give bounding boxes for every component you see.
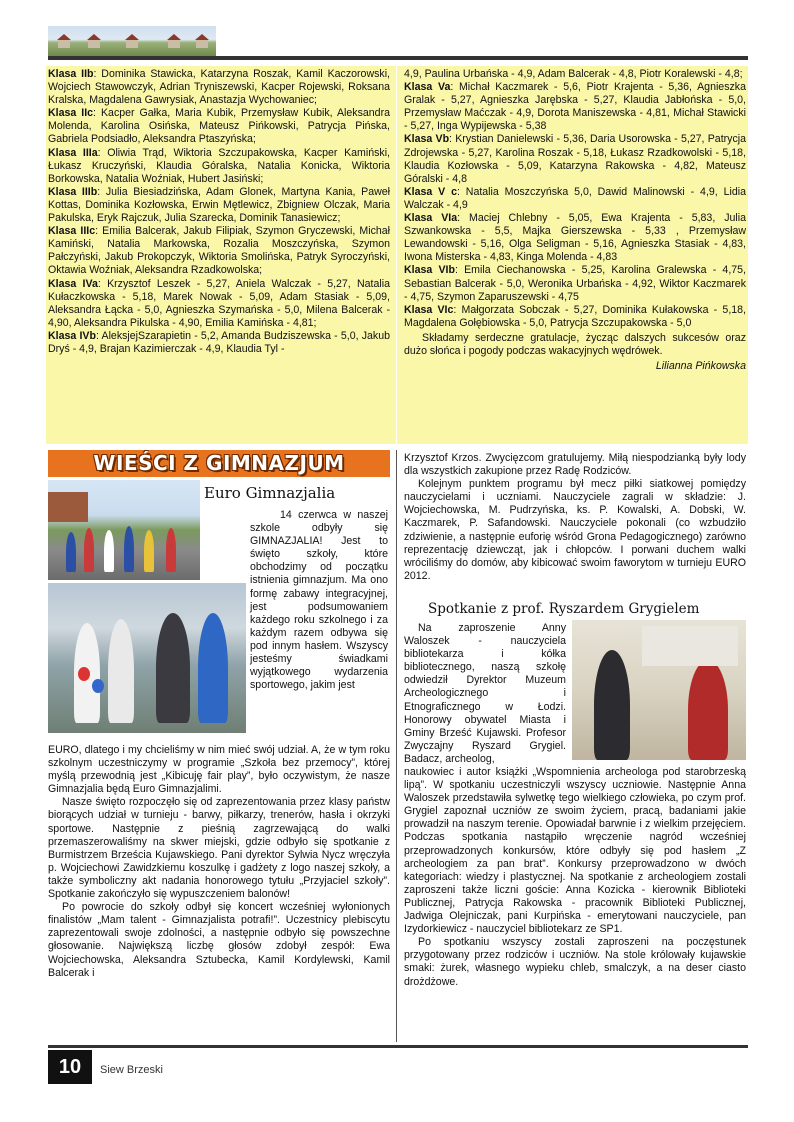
class-label: Klasa IIIc — [48, 225, 96, 238]
parade-photo — [48, 480, 200, 580]
section-banner-title: WIEŚCI Z GIMNAZJUM — [93, 451, 345, 475]
euro-body-left — [48, 744, 390, 980]
euro-article-title: Euro Gimnazjalia — [204, 484, 336, 502]
class-label: Klasa IIIa — [48, 146, 98, 159]
paragraph: Kolejnym punktem programu był mecz piłki siatkowej pomiędzy nauczycielami i uczniami. Nauczyciele zagrali w składzie: J. Wojciechowska, M. Pudrzyńska, ks. P. Kowalski, A. Dobski, W. Kaczmarek, P. Safandowski. Nauczyciele pokonali (co wzbudziło zdziwienie, a następnie euforię wśród Grona Pedagogicznego) zarówno reprezentację dziewcząt, jak i chłopców. I porwani duchem walki wróciliśmy do domów, aby kibicować swoim faworytom w turnieju EURO 2012. — [404, 478, 746, 582]
paragraph: EURO, dlatego i my chcieliśmy w nim mieć swój udział. A, że w tym roku szkolnym uczestniczymy w programie „Szkoła bez przemocy”, której myślą przewodnią jest „Kibicuję fair play”, było oczywistym, że nasze Gimnazjalia będą Euro Gimnazjalimi. — [48, 744, 390, 796]
meeting-side-text: Na zaproszenie Anny Waloszek - nauczyciela bibliotekarza i kółka bibliotecznego, naszą szkołę odwiedził Dyrektor Muzeum Archeologicznego i Etnograficznego w Łodzi. Honorowy obywatel Miasta i Gminy Brześć Kujawski. Profesor Zwyczajny Ryszard Grygiel. Badacz, archeolog, — [404, 622, 566, 765]
class-entry — [48, 278, 390, 330]
class-label: Klasa IVa — [48, 277, 98, 290]
class-names: : Natalia Moszczyńska 5,0, Dawid Malinowski - 4,9, Lidia Walczak - 4,9 — [404, 185, 746, 211]
header-village-photo — [48, 26, 216, 56]
class-entry — [404, 68, 746, 81]
class-label: Klasa VIa — [404, 212, 458, 225]
header-rule — [48, 56, 748, 60]
class-names: : Dominika Stawicka, Katarzyna Roszak, Kamil Kaczorowski, Wojciech Stawowczyk, Adrian Tryniszewski, Kacper Rojewski, Roksana Kralska, Magdalena Gawrysiak, Anastazja Wychowaniec; — [48, 68, 390, 107]
paragraph: Krzysztof Krzos. Zwycięzcom gratulujemy. Miłą niespodzianką były lody dla wszystkich zakupione przez Radę Rodziców. — [404, 452, 746, 478]
class-entry — [404, 304, 746, 330]
paragraph: naukowiec i autor książki „Wspomnienia archeologa pod starobrzeską lipą”. W spotkaniu uczestniczyli wszyscy uczniowie. Następnie Anna Waloszek przedstawiła sylwetkę tego wielkiego człowieka, po czym prof. Grygiel zapoznał uczniów ze swoim życiem, pracą, badaniami jakie prowadził na naszym terenie. Opowiadał barwnie i z wielkim przejęciem. Podczas spotkania nastąpiło wręczenie nagród wcześniej przeprowadzonych konkursów, które odbyły się pod hasłem „Z archeologiem za pan brat”. Konkursy przeprowadzono w dwóch kategoriach: wiedzy i plastycznej. Na spotkanie z archeologiem zostali zaproszeni także liczni goście: Anna Kozicka - kierownik Biblioteki Publicznej, Patrycja Rakowska - pracownik Biblioteki Publicznej, Jadwiga Olejniczak, pani Kurpińska - emerytowani nauczyciele, pan Izydorkiewicz - nauczyciel bibliotekarz ze SP1. — [404, 766, 746, 936]
class-names: : Małgorzata Sobczak - 5,27, Dominika Kułakowska - 5,18, Magdalena Gołębiowska - 5,0, Patrycja Szczupakowska - 5,0 — [404, 303, 746, 329]
euro-body-right — [404, 452, 746, 583]
class-entry — [48, 186, 390, 225]
class-label: Klasa VIb — [404, 264, 455, 277]
class-names: : Kacper Gałka, Maria Kubik, Przemysław Kubik, Aleksandra Molenda, Karolina Osińska, Mateusz Pińkowski, Patrycja Pińska, Gabriela Podsiadło, Aleksandra Ptaszyńska; — [48, 107, 390, 146]
class-entry — [404, 133, 746, 185]
class-entry — [48, 225, 390, 277]
page-number: 10 — [48, 1050, 92, 1084]
results-column-divider — [396, 66, 397, 444]
class-label: Klasa Vb — [404, 133, 450, 146]
paragraph: Po powrocie do szkoły odbył się koncert wcześniej wyłonionych finalistów „Mam talent - Gimnazjalista potrafi!”. Uczestnicy plebiscytu zaprezentowali swoje zdolności, a następnie odbyło się powszechne głosowanie. Największą liczbę głosów zdobył zespół: Ewa Wojciechowska, Aleksandra Sztubecka, Kamil Kordylewski, Kamil Balcerak i — [48, 901, 390, 979]
class-names: : Michał Kaczmarek - 5,6, Piotr Krajenta - 5,36, Agnieszka Gralak - 5,27, Agnieszka Jarębska - 5,27, Klaudia Jabłońska - 5,0, Przemysław Maćczak - 4,9, Dorota Maniszewska - 4,81, Michał Stawicki - 5,27, Inga Wypijewska - 5,38 — [404, 81, 746, 133]
class-label: Klasa IIc — [48, 107, 94, 120]
euro-side-text: 14 czerwca w naszej szkole odbyły się GIMNAZJALIA! Jest to święto szkoły, które obchodzimy od początku istnienia gimnazjum. Ma ono formę zabawy integracyjnej, jest podsumowaniem każdego roku szkolnego i za każdym razem odbywa się pod innym hasłem. Wszyscy jesteśmy świadkami wyjątkowego wydarzenia sportowego, jakim jest — [250, 509, 388, 692]
column-divider — [396, 450, 397, 1042]
class-entry — [48, 330, 390, 356]
class-entry — [404, 186, 746, 212]
meeting-photo — [572, 620, 746, 760]
meeting-body — [404, 766, 746, 989]
class-label: Klasa IIb — [48, 68, 94, 80]
class-names: : Krzysztof Leszek - 5,27, Aniela Walczak - 5,27, Natalia Kułaczkowska - 5,18, Marek Nowak - 5,09, Adam Stasiak - 5,09, Aleksandra Łącka - 5,0, Agnieszka Szymańska - 5,0, Milena Balcerak - 4,90, Aleksandra Pikulska - 4,90, Emilia Kamińska - 4,81; — [48, 277, 390, 329]
footer-rule — [48, 1045, 748, 1048]
class-entry — [404, 212, 746, 264]
paragraph: Nasze święto rozpoczęło się od zaprezentowania przez klasy państw biorących udział w turnieju - barwy, piłkarzy, trenerów, hasła i okrzyki sportowe. Następnie z pieśnią zagrzewającą do walki przemaszerowaliśmy na skwer miejski, gdzie odbyło się spotkanie z Burmistrzem Brześcia Kujawskiego. Pani dyrektor Sylwia Nycz wręczyła p. Wojciechowi Zawidzkiemu koszulkę i gadżety z logo naszej szkoły, a także symboliczny akt nadania honorowego tytułu „Przyjaciel szkoły”. Spotkanie zakończyło się wypuszczeniem balonów! — [48, 796, 390, 901]
publication-name: Siew Brzeski — [100, 1064, 163, 1076]
class-entry — [48, 107, 390, 146]
class-label: Klasa IVb — [48, 329, 96, 342]
class-label: Klasa IIIb — [48, 185, 98, 198]
class-label: Klasa VIc — [404, 303, 454, 316]
class-names: 4,9, Paulina Urbańska - 4,9, Adam Balcerak - 4,8, Piotr Koralewski - 4,8; — [404, 68, 743, 80]
class-label: Klasa V c — [404, 185, 457, 198]
class-names: : Maciej Chlebny - 5,05, Ewa Krajenta - 5,83, Julia Szwankowska - 5,5, Majka Gierszewska - 5,33 , Przemysław Lewandowski - 5,16, Olga Seligman - 5,16, Agnieszka Stasiak - 4,83, Iwona Misterska - 4,83, Kinga Molenda - 4,83 — [404, 212, 746, 264]
congratulations-text: Składamy serdeczne gratulacje, życząc dalszych sukcesów oraz dużo słońca i pogody podczas wakacyjnych wędrówek. — [404, 331, 746, 357]
class-entry — [48, 147, 390, 186]
class-names: : Julia Biesiadzińska, Adam Glonek, Martyna Kania, Paweł Kottas, Dominika Kozłowska, Erwin Mętlewicz, Zbigniew Olczak, Maria Pakulska, Eryk Rajczuk, Julia Szarecka, Dominik Tanasiewicz; — [48, 185, 391, 225]
paragraph: Po spotkaniu wszyscy zostali zaproszeni na poczęstunek przygotowany przez rodziców i uczniów. Na stole królowały kujawskie smaki: żurek, własnego wypieku chleb, smalczyk, a na deser ciasto drożdżowe. — [404, 936, 746, 988]
class-entry — [48, 68, 390, 107]
class-names: : Krystian Danielewski - 5,36, Daria Usorowska - 5,27, Patrycja Zdrojewska - 5,27, Karolina Roszak - 5,18, Łukasz Rzadkowolski - 5,18, Klaudia Kozłowska - 5,09, Katarzyna Rakowska - 4,82, Mateusz Góralski - 4,8 — [404, 133, 747, 185]
ceremony-photo — [48, 583, 246, 733]
class-names: : Emila Ciechanowska - 5,25, Karolina Gralewska - 4,75, Sebastian Balcerak - 5,0, Weronika Urbańska - 4,92, Wiktor Kaczmarek - 4,75, Szymon Zaparuszewski - 4,75 — [404, 264, 746, 303]
results-right-column — [404, 68, 746, 373]
class-names: : Oliwia Trąd, Wiktoria Szczupakowska, Kacper Kamiński, Łukasz Kruczyński, Klaudia Góralska, Natalia Konicka, Wiktoria Borkowska, Natalia Woźniak, Hubert Jasiński; — [48, 146, 390, 185]
class-names: : Emilia Balcerak, Jakub Filipiak, Szymon Gryczewski, Michał Kamiński, Natalia Markowska, Rozalia Moszczyńska, Szymon Pałczyński, Jakub Prokopczyk, Wiktoria Smolińska, Patryk Syroczyński, Oktawia Woźniak, Aleksandra Rzadkowolska; — [48, 225, 390, 277]
class-entry — [404, 264, 746, 303]
meeting-article-title: Spotkanie z prof. Ryszardem Grygielem — [428, 601, 700, 617]
signature: Lilianna Pińkowska — [655, 360, 746, 373]
class-names: : AleksjejSzarapietin - 5,2, Amanda Budziszewska - 5,0, Jakub Dryś - 4,9, Brajan Kazimierczak - 4,9, Klaudia Tyl - — [48, 329, 390, 355]
results-left-column — [48, 68, 390, 356]
class-entry — [404, 81, 746, 133]
class-label: Klasa Va — [404, 81, 451, 94]
